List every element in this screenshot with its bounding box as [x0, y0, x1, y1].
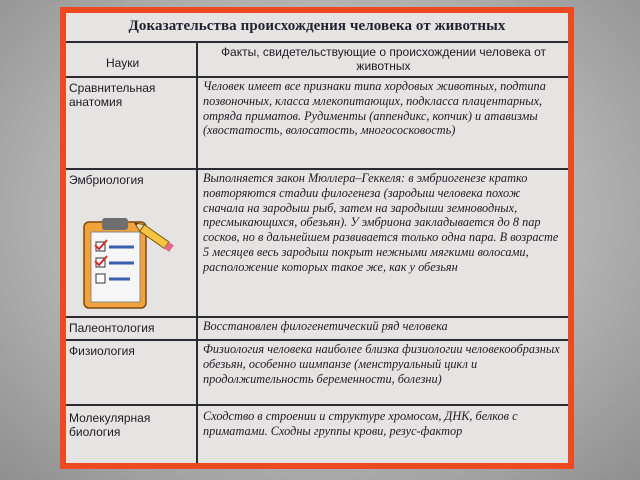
science-cell-physiology: Физиология: [69, 344, 135, 358]
table-rule: [66, 168, 568, 170]
science-cell-molecular-biology: Молекулярная биология: [69, 411, 151, 439]
facts-cell-paleontology: Восстановлен филогенетический ряд человека: [203, 319, 448, 333]
science-cell-embryology: Эмбриология: [69, 173, 144, 187]
table-rule: [66, 404, 568, 406]
textbook-page: [66, 13, 568, 463]
facts-cell-anatomy: Человек имеет все признаки типа хордовых животных, подтипа позвоночных, класса млекопитающих, подкласса плацентарных, отряда приматов. Рудименты (аппендикс, копчик) и атавизмы (хвостатость, волосатость, многососковость): [203, 79, 546, 138]
table-rule: [66, 339, 568, 341]
slide-frame: [60, 7, 574, 469]
facts-cell-physiology: Физиология человека наиболее близка физиологии человекообразных обезьян, особенно шимпанзе (менструальный цикл и продолжительность беременности, болезни): [203, 342, 560, 386]
column-divider: [196, 41, 198, 463]
facts-cell-embryology: Выполняется закон Мюллера–Геккеля: в эмбриогенезе кратко повторяются стадии филогенеза (зародыш человека похож сначала на зародыш рыб, затем на зародыши земноводных, пресмыкающихся, обезьян). У эмбриона закладывается до 8 пар сосков, но в дальнейшем развивается только одна пара. В возрасте 5 месяцев весь зародыш покрыт нежными мягкими волосами, расположение которых такое же, как у обезьян: [203, 171, 559, 274]
header-facts: Факты, свидетельствующие о происхождении человека от животных: [220, 45, 547, 73]
table-rule: [66, 316, 568, 318]
header-sciences: Науки: [106, 56, 140, 70]
table-title: Доказательства происхождения человека от животных: [128, 18, 506, 34]
science-cell-anatomy: Сравнительная анатомия: [69, 81, 156, 109]
table-rule: [66, 41, 568, 43]
table-rule: [66, 76, 568, 78]
clipboard-checklist-pencil-icon: [80, 208, 176, 318]
facts-cell-molecular-biology: Сходство в строении и структуре хромосом, ДНК, белков с приматами. Сходны группы крови, резус-фактор: [203, 409, 518, 438]
science-cell-paleontology: Палеонтология: [69, 321, 155, 335]
